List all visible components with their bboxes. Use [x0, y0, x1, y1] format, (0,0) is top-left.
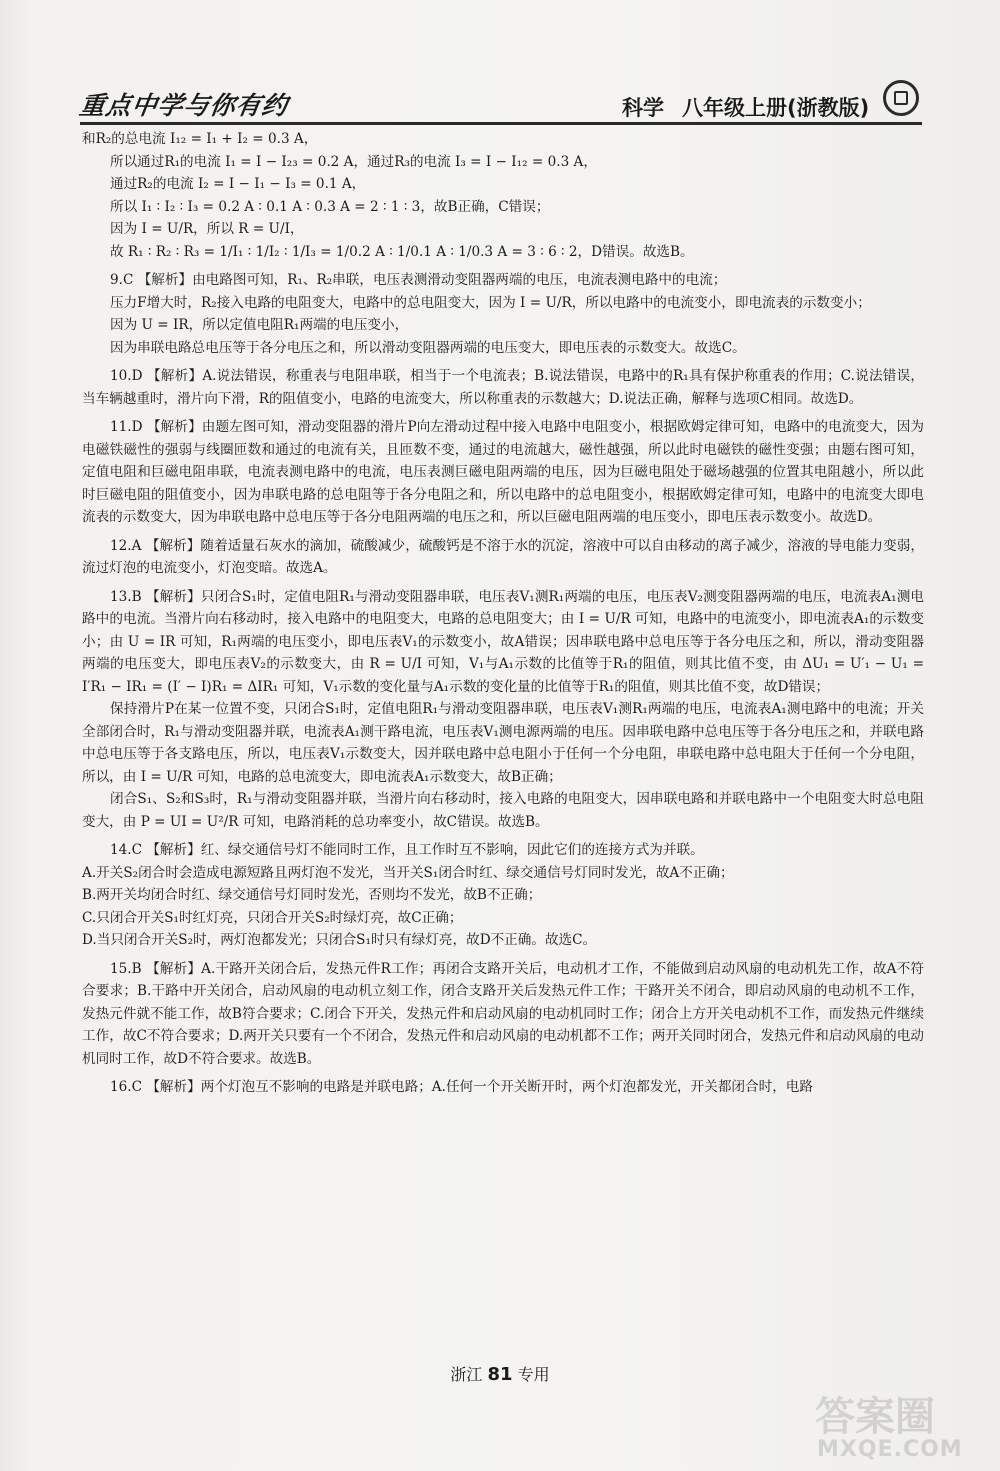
- footer-suffix: 专用: [517, 1365, 550, 1384]
- paragraph: 所以通过R₁的电流 I₁ = I − I₂₃ = 0.2 A，通过R₃的电流 I₃ = I − I₁₂ = 0.3 A，: [110, 153, 597, 170]
- paragraph: 保持滑片P在某一位置不变，只闭合S₁时，定值电阻R₁与滑动变阻器串联，电压表V₁测R₁两端的电压，电流表A₁测电路中的电流；开关全部闭合时，R₁与滑动变阻器并联，电流表A₁测干路电流，电压表V₁测电源两端的电压。因串联电路中总电压等于各分电压之和，并联电路中总电压等于各支路电压，所以，电压表V₁示数变大，因并联电路中总电阻小于任何一个分电阻，串联电路中总电阻大于任何一个分电阻，所以，由 I = U/R 可知，电路的总电流变大，即电流表A₁示数变大，故B正确；: [82, 701, 924, 785]
- paragraph: 通过R₂的电流 I₂ = I − I₁ − I₃ = 0.1 A，: [110, 176, 366, 192]
- paragraph: A.开关S₂闭合时会造成电源短路且两灯泡不发光，当开关S₁闭合时红、绿交通信号灯同时发光，故A不正确；: [82, 864, 734, 881]
- footer-prefix: 浙江: [450, 1365, 483, 1384]
- grade-label: 八年级上册(浙教版): [682, 96, 870, 120]
- paragraph: C.只闭合开关S₁时红灯亮，只闭合开关S₂时绿灯亮，故C正确；: [82, 909, 463, 926]
- paragraph: 因为 I = U/R，所以 R = U/I，: [110, 221, 304, 237]
- paragraph: B.两开关均闭合时红、绿交通信号灯同时发光，否则均不发光，故B不正确；: [82, 887, 542, 903]
- paragraph: 因为串联电路总电压等于各分电压之和，所以滑动变阻器两端的电压变大，即电压表的示数变大。故选C。: [110, 339, 746, 356]
- paragraph: 16.C 【解析】两个灯泡互不影响的电路是并联电路；A.任何一个开关断开时，两个灯泡都发光，开关都闭合时，电路: [110, 1079, 813, 1095]
- paragraph: 13.B 【解析】只闭合S₁时，定值电阻R₁与滑动变阻器串联，电压表V₁测R₁两端的电压，电压表V₂测变阻器两端的电压，电流表A₁测电路中的电流。当滑片向右移动时，接入电路中的电阻变大，电路的总电阻变大；由 I = U/R 可知，电路中的电流变小，即电流表A₁的示数变小；由 U = IR 可知，R₁两端的电压变小，即电压表V₁的示数变小，故A错误；因串联电路中总电压等于各分电压之和，所以，滑动变阻器两端的电压变大，即电压表V₂的示数变大，由 R = U/I 可知，V₁与A₁示数的比值等于R₁的阻值，则其比值不变，由 ΔU₁ = U′₁ − U₁ = I′R₁ − IR₁ = (I′ − I)R₁ = ΔIR₁ 可知，V₁示数的变化量与A₁示数的变化量的比值等于R₁的阻值，则其比值不变，故D错误；: [82, 588, 924, 695]
- paragraph: 和R₂的总电流 I₁₂ = I₁ + I₂ = 0.3 A，: [82, 131, 318, 147]
- answer-text-body: [82, 128, 924, 1099]
- paragraph: 压力F增大时，R₂接入电路的电阻变大，电路中的总电阻变大，因为 I = U/R，所以电路中的电流变小，即电流表的示数变小；: [110, 294, 871, 311]
- watermark-text: 答案圈: [815, 1394, 935, 1440]
- paragraph: 因为 U = IR，所以定值电阻R₁两端的电压变小，: [110, 317, 409, 333]
- paragraph: 10.D 【解析】A.说法错误，称重表与电阻串联，相当于一个电流表；B.说法错误，电路中的R₁具有保护称重表的作用；C.说法错误，当车辆越重时，滑片向下滑，R的阻值变小，电路的电流变大，所以称重表的示数越大；D.说法正确，解释与选项C相同。故选D。: [82, 368, 924, 407]
- watermark-url: MXQE.COM: [817, 1437, 963, 1462]
- paragraph: 11.D 【解析】由题左图可知，滑动变阻器的滑片P向左滑动过程中接入电路中电阻变小，根据欧姆定律可知，电路中的电流变大，因为电磁铁磁性的强弱与线圈匝数和通过的电流有关，且匝数不变，通过的电流越大，磁性越强，所以此时电磁铁的磁性变强；由题右图可知，定值电阻和巨磁电阻串联，电流表测电路中的电流，电压表测巨磁电阻两端的电压，因为巨磁电阻处于磁场越强的位置其电阻越小，所以此时巨磁电阻的阻值变小，因为串联电路的总电阻等于各分电阻之和，所以电路中的总电阻变小，根据欧姆定律可知，电路中的电流变大即电流表的示数变大，因为串联电路中总电压等于各分电阻两端的电压之和，所以巨磁电阻两端的电压变小，即电压表示数变小。故选D。: [82, 419, 924, 525]
- book-info: [622, 92, 869, 122]
- page-number: 81: [487, 1364, 513, 1385]
- series-title: 重点中学与你有约: [77, 91, 290, 120]
- header-divider: [80, 122, 922, 125]
- paragraph: 14.C 【解析】红、绿交通信号灯不能同时工作，且工作时互不影响，因此它们的连接方式为并联。: [110, 842, 704, 858]
- paragraph: 15.B 【解析】A.干路开关闭合后，发热元件R工作；再闭合支路开关后，电动机才工作，不能做到启动风扇的电动机先工作，故A不符合要求；B.干路中开关闭合，启动风扇的电动机立刻工作，闭合支路开关后发热元件工作；干路开关不闭合，即启动风扇的电动机不工作，发热元件就不能工作，故B符合要求；C.闭合下开关，发热元件和启动风扇的电动机同时工作；闭合上方开关电动机不工作，而发热元件继续工作，故C不符合要求；D.两开关只要有一个不闭合，发热元件和启动风扇的电动机都不工作；两开关同时闭合，发热元件和启动风扇的电动机同时工作，故D不符合要求。故选B。: [82, 960, 924, 1067]
- subject-label: 科学: [622, 96, 664, 120]
- paragraph: 闭合S₁、S₂和S₃时，R₁与滑动变阻器并联，当滑片向右移动时，接入电路的电阻变大，因串联电路和并联电路中一个电阻变大时总电阻变大，由 P = UI = U²/R 可知，电路消耗的总功率变小，故C错误。故选B。: [82, 791, 924, 830]
- page-footer: [0, 1362, 1000, 1385]
- paragraph: 所以 I₁ ∶ I₂ ∶ I₃ = 0.2 A ∶ 0.1 A ∶ 0.3 A = 2 ∶ 1 ∶ 3，故B正确，C错误；: [110, 198, 550, 215]
- watermark-logo: [815, 1385, 985, 1465]
- paragraph: 12.A 【解析】随着适量石灰水的滴加，硫酸减少，硫酸钙是不溶于水的沉淀，溶液中可以自由移动的离子减少，溶液的导电能力变弱，流过灯泡的电流变小，灯泡变暗。故选A。: [82, 537, 924, 576]
- paragraph: D.当只闭合开关S₂时，两灯泡都发光；只闭合S₁时只有绿灯亮，故D不正确。故选C。: [82, 932, 597, 948]
- paragraph: 9.C 【解析】由电路图可知，R₁、R₂串联，电压表测滑动变阻器两端的电压，电流表测电路中的电流；: [110, 272, 727, 288]
- paragraph: 故 R₁ ∶ R₂ ∶ R₃ = 1/I₁ ∶ 1/I₂ ∶ 1/I₃ = 1/0.2 A ∶ 1/0.1 A ∶ 1/0.3 A = 3 ∶ 6 ∶ 2，D错误。故选B。: [110, 243, 694, 260]
- emblem-icon: [883, 80, 919, 116]
